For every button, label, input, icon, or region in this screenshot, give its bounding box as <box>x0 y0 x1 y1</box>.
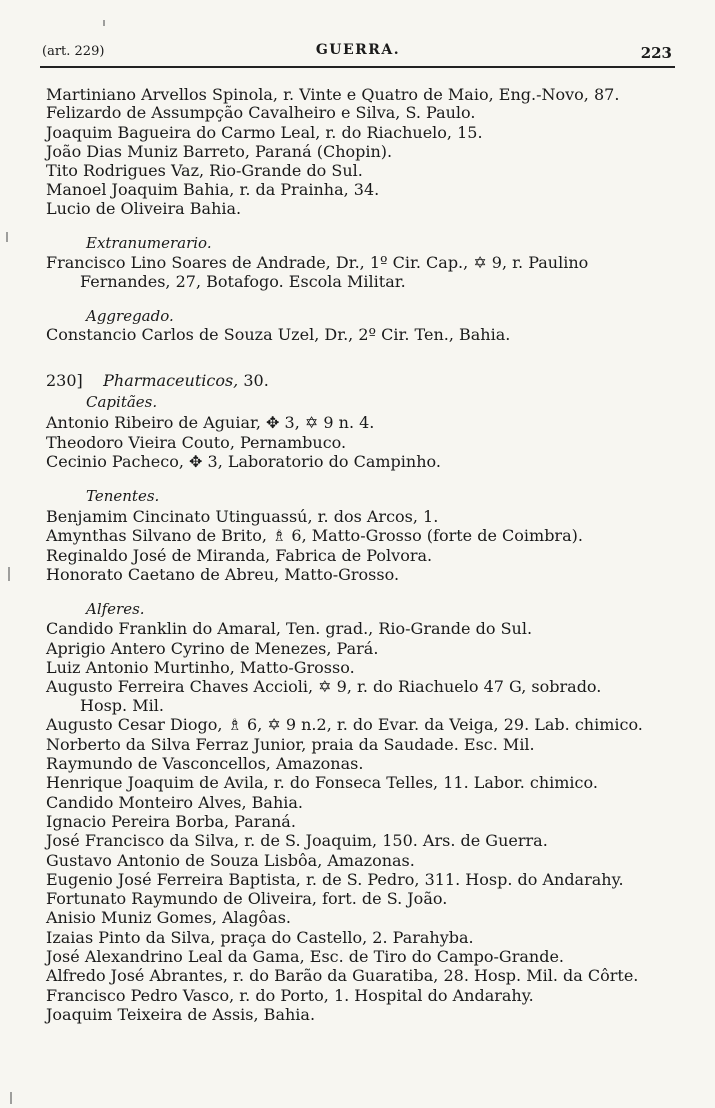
list-item: Candido Franklin do Amaral, Ten. grad., Rio-Grande do Sul. <box>46 619 533 638</box>
list-item: Alfredo José Abrantes, r. do Barão da Guaratiba, 28. Hosp. Mil. da Côrte. <box>46 966 639 985</box>
list-item: Raymundo de Vasconcellos, Amazonas. <box>46 754 364 773</box>
list-item: Joaquim Teixeira de Assis, Bahia. <box>46 1005 316 1024</box>
list-item: Henrique Joaquim de Avila, r. do Fonseca Telles, 11. Labor. chimico. <box>46 773 598 792</box>
list-item: Lucio de Oliveira Bahia. <box>46 199 242 218</box>
list-item: Augusto Cesar Diogo, ♗ 6, ✡ 9 n.2, r. do Evar. da Veiga, 29. Lab. chimico. <box>46 715 643 734</box>
list-item: Candido Monteiro Alves, Bahia. <box>46 793 304 812</box>
section-heading-aggregado: Aggregado. <box>86 307 174 325</box>
list-item: Norberto da Silva Ferraz Junior, praia da Saudade. Esc. Mil. <box>46 735 535 754</box>
section-heading-extranumerario: Extranumerario. <box>86 234 212 252</box>
section-title: Pharmaceuticos, <box>103 371 239 390</box>
list-item: Aprigio Antero Cyrino de Menezes, Pará. <box>46 639 379 658</box>
list-item: Felizardo de Assumpção Cavalheiro e Silva, S. Paulo. <box>46 103 476 122</box>
list-item: Francisco Lino Soares de Andrade, Dr., 1º Cir. Cap., ✡ 9, r. Paulino <box>46 253 589 272</box>
list-item: Eugenio José Ferreira Baptista, r. de S. Pedro, 311. Hosp. do Andarahy. <box>46 870 624 889</box>
scan-speck <box>8 567 10 581</box>
list-item: Reginaldo José de Miranda, Fabrica de Polvora. <box>46 546 433 565</box>
list-item: Antonio Ribeiro de Aguiar, ✥ 3, ✡ 9 n. 4. <box>46 413 375 432</box>
page-header <box>42 40 674 64</box>
list-item-continuation: Fernandes, 27, Botafogo. Escola Militar. <box>80 272 406 291</box>
section-count: 30. <box>243 371 269 390</box>
list-item: José Alexandrino Leal da Gama, Esc. de Tiro do Campo-Grande. <box>46 947 564 966</box>
list-item: Martiniano Arvellos Spinola, r. Vinte e Quatro de Maio, Eng.-Novo, 87. <box>46 85 620 104</box>
list-item: Izaias Pinto da Silva, praça do Castello, 2. Parahyba. <box>46 928 474 947</box>
section-number: 230] <box>46 371 83 390</box>
scan-speck <box>6 232 8 242</box>
page-number: 223 <box>640 44 672 62</box>
header-rule <box>40 66 675 68</box>
list-item: Manoel Joaquim Bahia, r. da Prainha, 34. <box>46 180 380 199</box>
list-item: João Dias Muniz Barreto, Paraná (Chopin). <box>46 142 393 161</box>
list-item: Anisio Muniz Gomes, Alagôas. <box>46 908 292 927</box>
list-item: Tito Rodrigues Vaz, Rio-Grande do Sul. <box>46 161 363 180</box>
list-item: Francisco Pedro Vasco, r. do Porto, 1. Hospital do Andarahy. <box>46 986 534 1005</box>
list-item: José Francisco da Silva, r. de S. Joaquim, 150. Ars. de Guerra. <box>46 831 548 850</box>
list-item: Gustavo Antonio de Souza Lisbôa, Amazonas. <box>46 851 415 870</box>
list-item: Benjamim Cincinato Utinguassú, r. dos Arcos, 1. <box>46 507 439 526</box>
scan-speck <box>10 1092 12 1104</box>
list-item: Constancio Carlos de Souza Uzel, Dr., 2º Cir. Ten., Bahia. <box>46 325 511 344</box>
list-item: Fortunato Raymundo de Oliveira, fort. de S. João. <box>46 889 448 908</box>
list-item: Honorato Caetano de Abreu, Matto-Grosso. <box>46 565 400 584</box>
list-item: Augusto Ferreira Chaves Accioli, ✡ 9, r. do Riachuelo 47 G, sobrado. <box>46 677 602 696</box>
section-heading-tenentes: Tenentes. <box>86 487 160 505</box>
list-item-continuation: Hosp. Mil. <box>80 696 164 715</box>
list-item: Luiz Antonio Murtinho, Matto-Grosso. <box>46 658 355 677</box>
section-230-heading <box>46 372 269 390</box>
list-item: Theodoro Vieira Couto, Pernambuco. <box>46 433 347 452</box>
list-item: Amynthas Silvano de Brito, ♗ 6, Matto-Grosso (forte de Coimbra). <box>46 526 583 545</box>
scan-speck <box>103 20 105 26</box>
list-item: Cecinio Pacheco, ✥ 3, Laboratorio do Campinho. <box>46 452 441 471</box>
list-item: Ignacio Pereira Borba, Paraná. <box>46 812 296 831</box>
section-heading-capitaes: Capitães. <box>86 393 158 411</box>
article-reference: (art. 229) <box>42 44 105 59</box>
section-heading-alferes: Alferes. <box>86 600 145 618</box>
list-item: Joaquim Bagueira do Carmo Leal, r. do Riachuelo, 15. <box>46 123 483 142</box>
running-title: GUERRA. <box>315 42 401 58</box>
